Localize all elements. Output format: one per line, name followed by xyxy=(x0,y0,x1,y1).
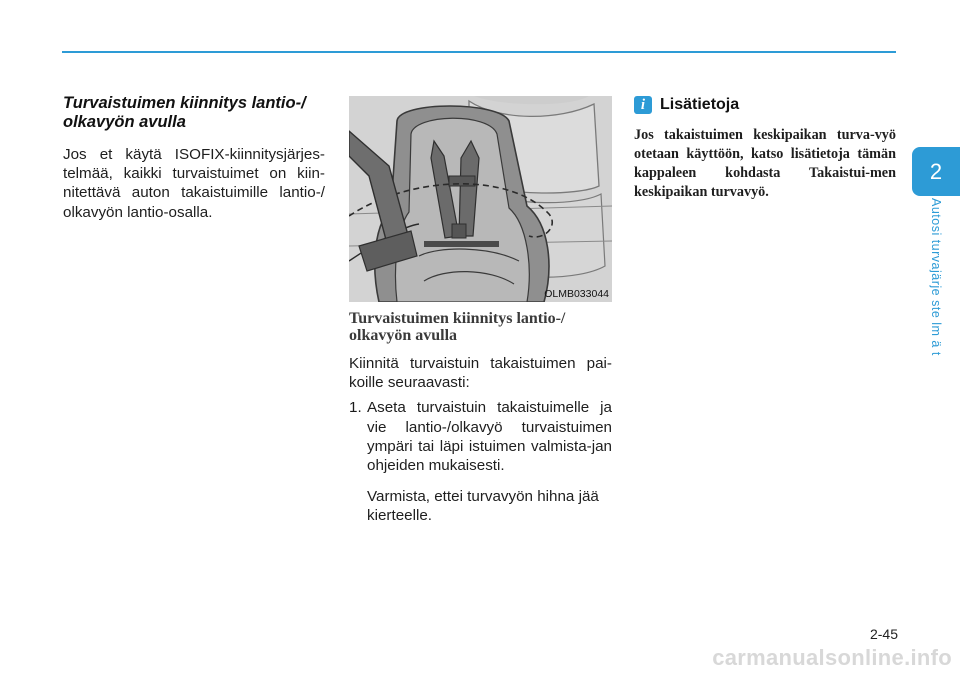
chapter-tab[interactable]: 2 xyxy=(912,147,960,196)
info-icon: i xyxy=(634,96,652,114)
subsection-heading: Turvaistuimen kiinnitys lantio-/ olkavyön avulla xyxy=(349,310,566,344)
watermark: carmanualsonline.info xyxy=(712,645,952,670)
step-text: Aseta turvaistuin takaistuimelle ja vie lantio-/olkavyö turvaistuimen ympäri tai läpi istuimen valmista-jan ohjeiden mukaisesti. xyxy=(367,399,612,475)
middle-column xyxy=(349,310,612,532)
info-text: Jos takaistuimen keskipaikan turva-vyö otetaan käyttöön, katso lisätietoja tämän kappaleen kohdasta Takaistui-men keskipaikan turvavyö. xyxy=(634,127,896,200)
page-number: 2-45 xyxy=(869,626,898,642)
step-item xyxy=(349,398,612,481)
child-seat-drawing xyxy=(349,96,612,302)
top-rule xyxy=(62,51,896,53)
info-title: Lisätietoja xyxy=(660,96,740,113)
step-note: Varmista, ettei turvavyön hihna jää kierteelle. xyxy=(367,488,599,525)
info-header xyxy=(634,96,896,114)
intro-paragraph: Kiinnitä turvaistuin takaistuimen pai-koille seuraavasti: xyxy=(349,355,612,392)
step-content xyxy=(367,398,612,481)
figure-code: OLMB033044 xyxy=(544,288,609,300)
section-paragraph: Jos et käytä ISOFIX-kiinnitysjärjes-telmää, kaikki turvaistuimet on kiin-nitettävä auton takaistuimille lantio-/ olkavyön lantio-osalla. xyxy=(63,146,325,221)
info-box xyxy=(634,96,896,202)
chapter-title: Autosi turvajärje ste lm ä t xyxy=(929,198,943,356)
step-number: 1. xyxy=(349,399,362,417)
child-seat-illustration xyxy=(349,96,612,302)
section-heading: Turvaistuimen kiinnitys lantio-/ olkavyön avulla xyxy=(63,94,306,131)
left-column xyxy=(63,94,325,222)
